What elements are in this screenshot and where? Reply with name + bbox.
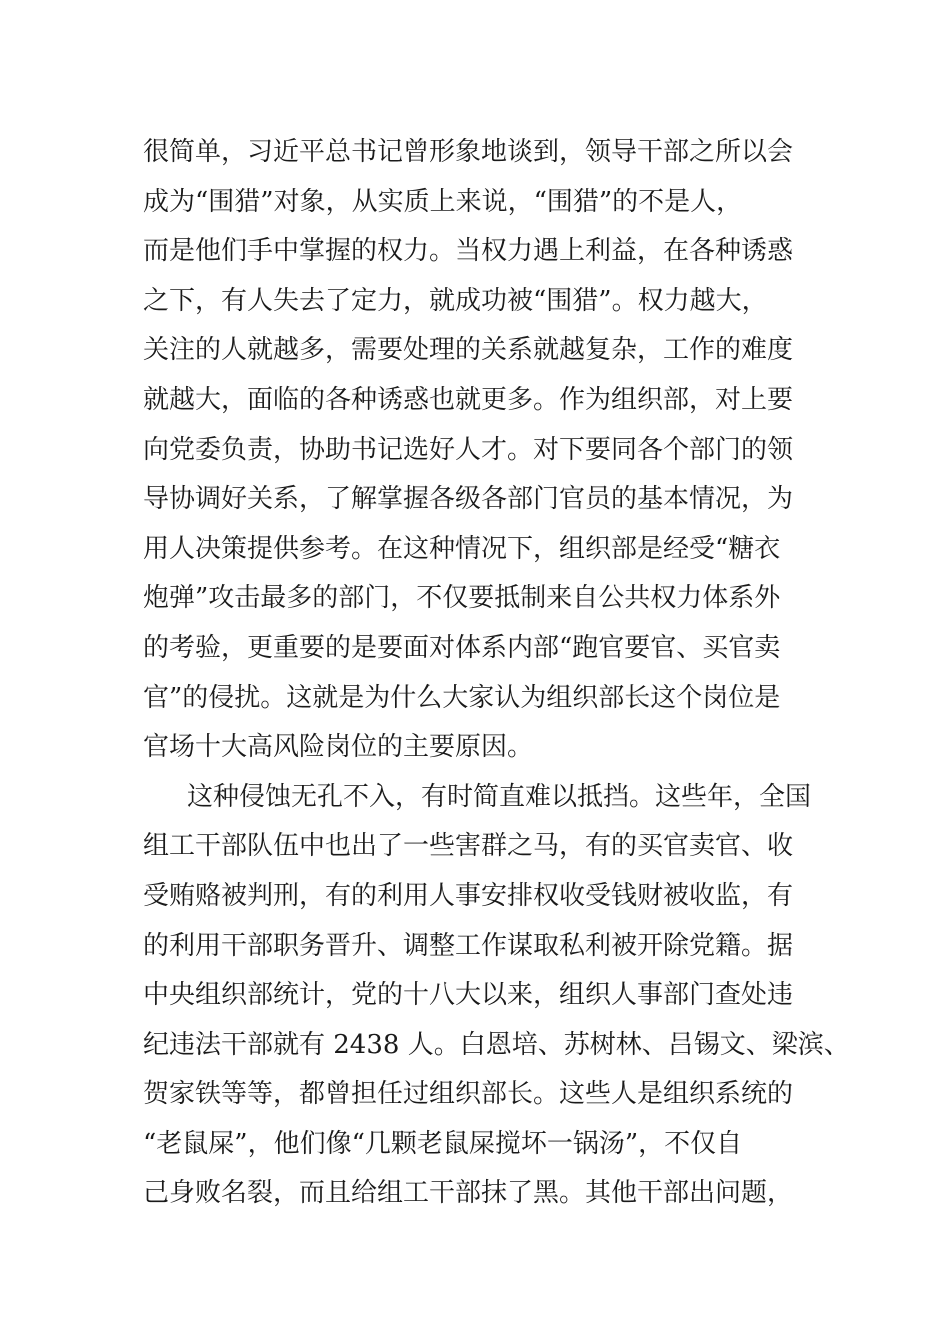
text-line: 组工干部队伍中也出了一些害群之马，有的买官卖官、收	[143, 831, 794, 862]
text-line: 的考验，更重要的是要面对体系内部“跑官要官、买官卖	[143, 632, 781, 663]
text-line: 纪违法干部就有 2438 人。白恩培、苏树林、吕锡文、梁滨、	[143, 1029, 850, 1060]
text-line: 受贿赂被判刑，有的利用人事安排权收受钱财被收监，有	[143, 880, 794, 911]
text-line: 导协调好关系，了解掌握各级各部门官员的基本情况，为	[143, 484, 794, 515]
text-line: 中央组织部统计，党的十八大以来，组织人事部门查处违	[143, 980, 794, 1011]
text-line: 己身败名裂，而且给组工干部抹了黑。其他干部出问题，	[143, 1178, 794, 1209]
text-line: 而是他们手中掌握的权力。当权力遇上利益，在各种诱惑	[143, 236, 794, 267]
text-line: 关注的人就越多，需要处理的关系就越复杂，工作的难度	[143, 335, 794, 366]
text-line: 用人决策提供参考。在这种情况下，组织部是经受“糖衣	[143, 533, 781, 564]
text-line: 官”的侵扰。这就是为什么大家认为组织部长这个岗位是	[143, 682, 781, 713]
text-line: 这种侵蚀无孔不入，有时简直难以抵挡。这些年，全国	[187, 781, 812, 812]
text-line: “老鼠屎”，他们像“几颗老鼠屎搅坏一锅汤”，不仅自	[143, 1128, 743, 1159]
text-line: 就越大，面临的各种诱惑也就更多。作为组织部，对上要	[143, 384, 794, 415]
text-line: 官场十大高风险岗位的主要原因。	[143, 732, 534, 763]
text-line: 向党委负责，协助书记选好人才。对下要同各个部门的领	[143, 434, 794, 465]
text-line: 炮弹”攻击最多的部门，不仅要抵制来自公共权力体系外	[143, 583, 781, 614]
document-body	[143, 128, 850, 1219]
text-line: 很简单，习近平总书记曾形象地谈到，领导干部之所以会	[143, 137, 794, 167]
text-line: 之下，有人失去了定力，就成功被“围猎”。权力越大，	[143, 285, 768, 316]
text-line: 成为“围猎”对象，从实质上来说，“围猎”的不是人，	[143, 186, 743, 217]
text-line: 的利用干部职务晋升、调整工作谋取私利被开除党籍。据	[143, 930, 794, 961]
paragraph	[143, 773, 850, 1219]
paragraph	[143, 128, 815, 773]
text-line: 贺家铁等等，都曾担任过组织部长。这些人是组织系统的	[143, 1079, 794, 1110]
